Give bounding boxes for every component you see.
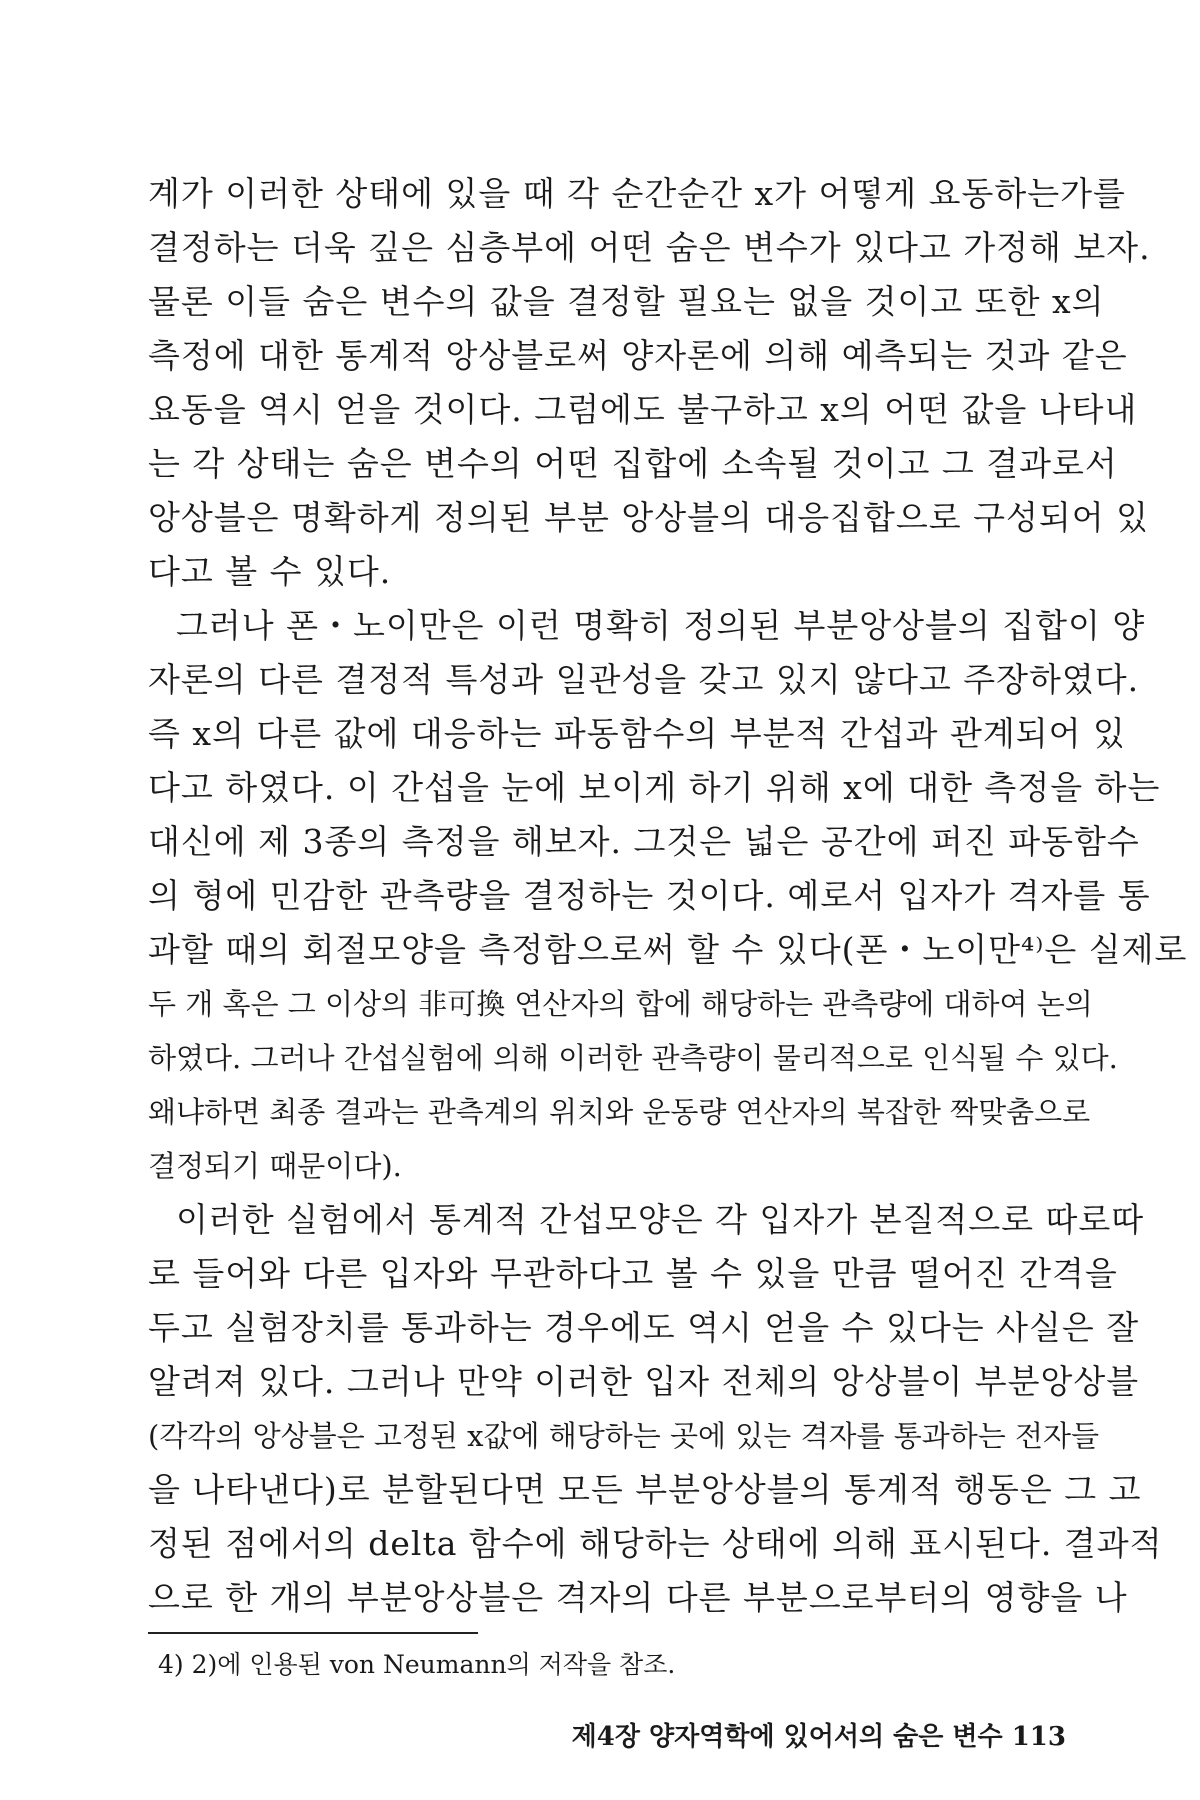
text-line: 로 들어와 다른 입자와 무관하다고 볼 수 있을 만큼 떨어진 간격을 (148, 1254, 1118, 1293)
text-line: 결정되기 때문이다). (148, 1149, 402, 1183)
text-line: 두고 실험장치를 통과하는 경우에도 역시 얻을 수 있다는 사실은 잘 (148, 1308, 1140, 1347)
footnote-divider (148, 1632, 478, 1634)
text-line: 정된 점에서의 delta 함수에 해당하는 상태에 의해 표시된다. 결과적 (148, 1524, 1163, 1563)
text-line: 을 나타낸다)로 분할된다면 모든 부분앙상블의 통계적 행동은 그 고 (148, 1470, 1142, 1509)
text-line: 즉 x의 다른 값에 대응하는 파동함수의 부분적 간섭과 관계되어 있 (148, 714, 1126, 753)
text-line: 는 각 상태는 숨은 변수의 어떤 집합에 소속될 것이고 그 결과로서 (148, 444, 1118, 483)
text-line: 과할 때의 회절모양을 측정함으로써 할 수 있다(폰・노이만⁴⁾은 실제로 (148, 930, 1188, 969)
text-line: 그러나 폰・노이만은 이런 명확히 정의된 부분앙상블의 집합이 양 (176, 606, 1146, 645)
text-line: 두 개 혹은 그 이상의 非可換 연산자의 합에 해당하는 관측량에 대하여 논의 (148, 987, 1093, 1021)
text-line: 으로 한 개의 부분앙상블은 격자의 다른 부분으로부터의 영향을 나 (148, 1578, 1128, 1617)
text-line: 하였다. 그러나 간섭실험에 의해 이러한 관측량이 물리적으로 인식될 수 있다. (148, 1041, 1118, 1075)
text-line: 의 형에 민감한 관측량을 결정하는 것이다. 예로서 입자가 격자를 통 (148, 876, 1151, 915)
text-line: 이러한 실험에서 통계적 간섭모양은 각 입자가 본질적으로 따로따 (176, 1200, 1145, 1239)
text-line: 다고 하였다. 이 간섭을 눈에 보이게 하기 위해 x에 대한 측정을 하는 (148, 768, 1161, 807)
page-footer: 제4장 양자역학에 있어서의 숨은 변수 113 (571, 1722, 1066, 1752)
text-line: (각각의 앙상블은 고정된 x값에 해당하는 곳에 있는 격자를 통과하는 전자들 (148, 1419, 1100, 1453)
footnote: 4) 2)에 인용된 von Neumann의 저작을 참조. (158, 1650, 676, 1679)
text-line: 대신에 제 3종의 측정을 해보자. 그것은 넓은 공간에 퍼진 파동함수 (148, 822, 1140, 861)
text-line: 요동을 역시 얻을 것이다. 그럼에도 불구하고 x의 어떤 값을 나타내 (148, 390, 1138, 429)
text-line: 다고 볼 수 있다. (148, 552, 392, 591)
text-line: 결정하는 더욱 깊은 심층부에 어떤 숨은 변수가 있다고 가정해 보자. (148, 228, 1151, 267)
text-line: 자론의 다른 결정적 특성과 일관성을 갖고 있지 않다고 주장하였다. (148, 660, 1140, 699)
text-line: 알려져 있다. 그러나 만약 이러한 입자 전체의 앙상블이 부분앙상블 (148, 1362, 1140, 1401)
text-line: 앙상블은 명확하게 정의된 부분 앙상블의 대응집합으로 구성되어 있 (148, 498, 1150, 537)
text-line: 물론 이들 숨은 변수의 값을 결정할 필요는 없을 것이고 또한 x의 (148, 282, 1105, 321)
text-line: 측정에 대한 통계적 앙상블로써 양자론에 의해 예측되는 것과 같은 (148, 336, 1128, 375)
text-line: 계가 이러한 상태에 있을 때 각 순간순간 x가 어떻게 요동하는가를 (148, 174, 1126, 213)
text-line: 왜냐하면 최종 결과는 관측계의 위치와 운동량 연산자의 복잡한 짝맞춤으로 (148, 1095, 1091, 1129)
